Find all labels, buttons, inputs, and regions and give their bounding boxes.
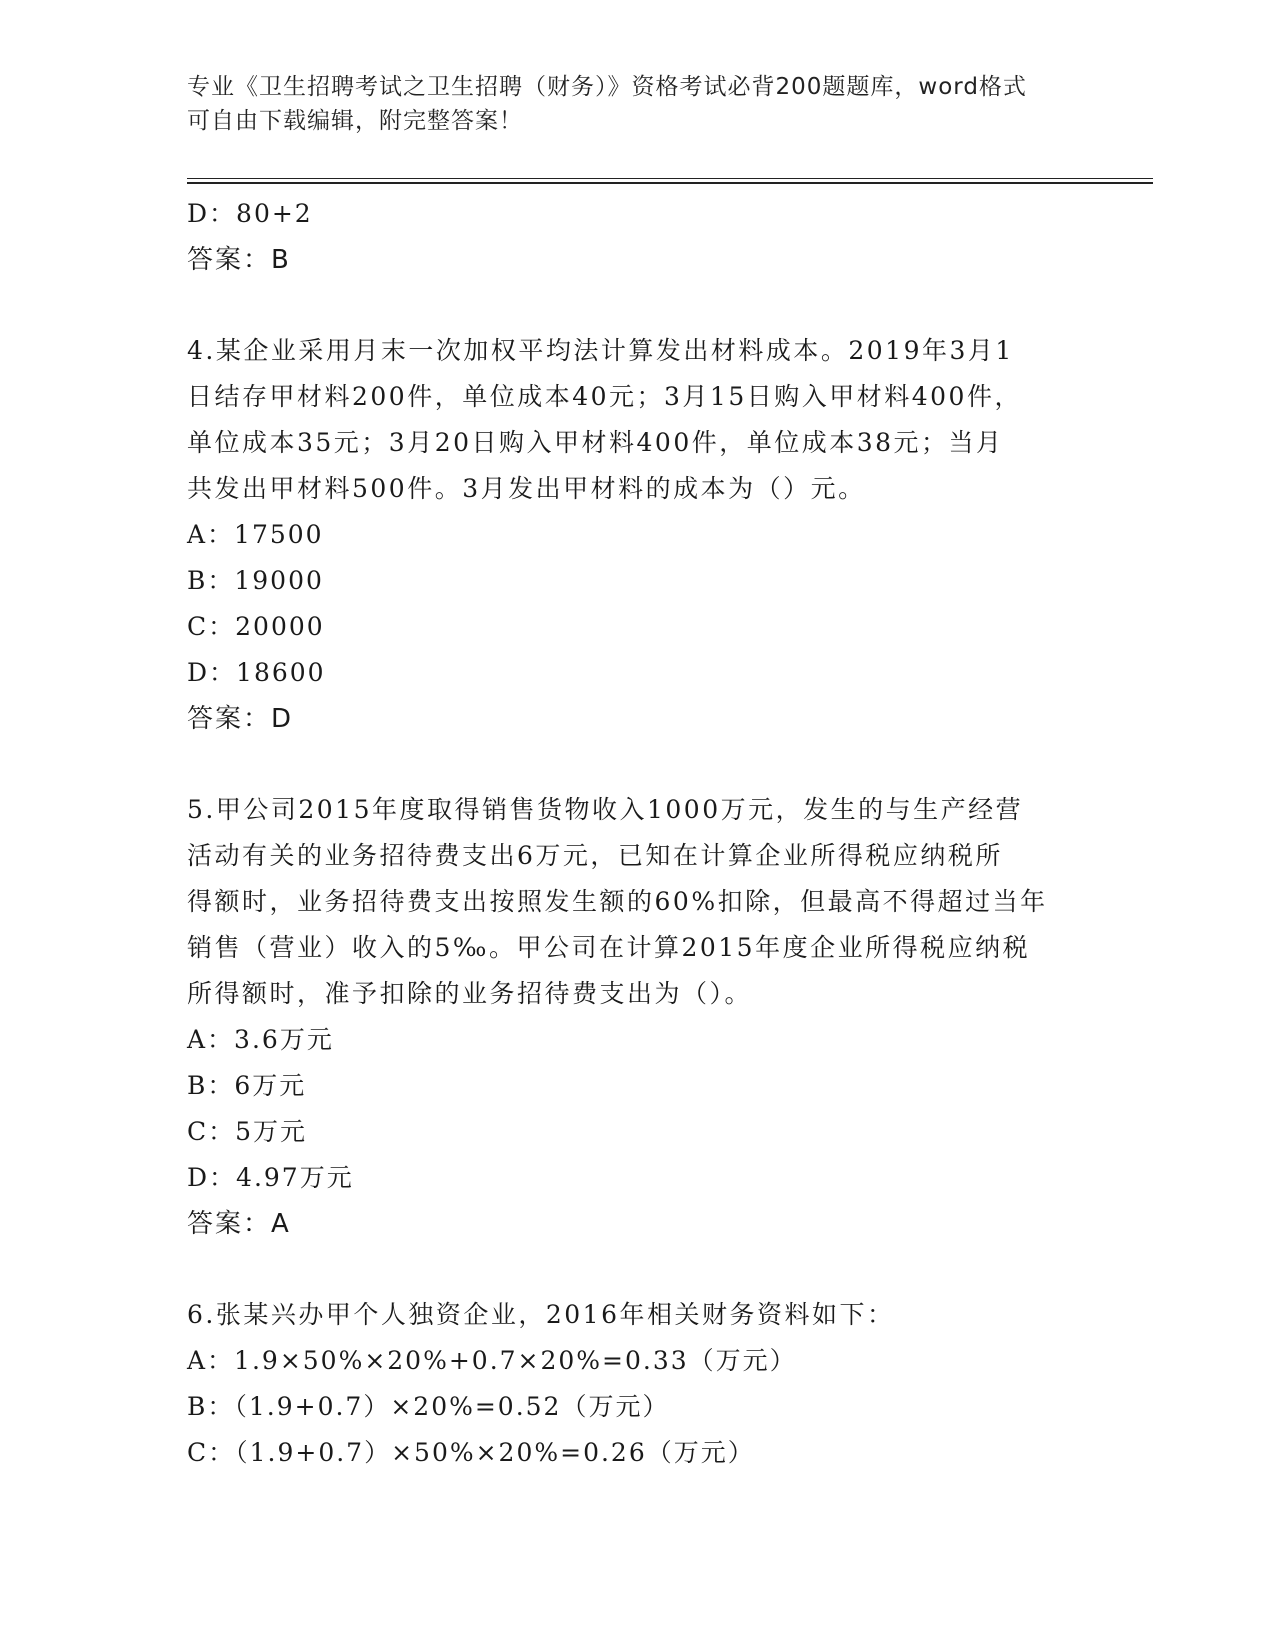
question-4 <box>187 328 1087 742</box>
option-c: C：20000 <box>187 612 325 641</box>
option-b: B：19000 <box>187 566 324 595</box>
answer-line: 答案：A <box>187 1209 291 1239</box>
question-text <box>187 1292 1087 1338</box>
header-rule-bottom <box>187 182 1153 184</box>
question-line: 6.张某兴办甲个人独资企业，2016年相关财务资料如下： <box>187 1300 895 1329</box>
question-line: 5.甲公司2015年度取得销售货物收入1000万元，发生的与生产经营 <box>187 795 1024 824</box>
option-b: B：（1.9+0.7）×20%=0.52（万元） <box>187 1392 670 1421</box>
question-5 <box>187 787 1087 1247</box>
question-text <box>187 328 1087 512</box>
option-d: D：18600 <box>187 658 326 687</box>
option-a: A：3.6万元 <box>187 1025 334 1054</box>
question-text <box>187 787 1087 1017</box>
header-line-1: 专业《卫生招聘考试之卫生招聘（财务）》资格考试必背200题题库，word格式 <box>187 74 1027 100</box>
question-line: 单位成本35元；3月20日购入甲材料400件，单位成本38元；当月 <box>187 428 1004 457</box>
answer-line: 答案：B <box>187 245 291 275</box>
header-rule-top <box>187 178 1153 179</box>
question-line: 销售（营业）收入的5‰。甲公司在计算2015年度企业所得税应纳税 <box>187 933 1031 962</box>
question-line: 活动有关的业务招待费支出6万元，已知在计算企业所得税应纳税所 <box>187 841 1003 870</box>
question-line: 日结存甲材料200件，单位成本40元；3月15日购入甲材料400件， <box>187 382 1022 411</box>
option-b: B：6万元 <box>187 1071 307 1100</box>
question-6 <box>187 1292 1087 1476</box>
answer-line: 答案：D <box>187 704 294 734</box>
option-a: A：1.9×50%×20%+0.7×20%=0.33（万元） <box>187 1346 797 1375</box>
option-c: C：5万元 <box>187 1117 308 1146</box>
question-prev-tail <box>187 191 1087 283</box>
header-line-2: 可自由下载编辑，附完整答案！ <box>187 108 523 134</box>
option-a: A：17500 <box>187 520 324 549</box>
option-d: D：80+2 <box>187 199 313 228</box>
question-line: 4.某企业采用月末一次加权平均法计算发出材料成本。2019年3月1 <box>187 336 1014 365</box>
page-header <box>187 70 1077 138</box>
question-line: 所得额时，准予扣除的业务招待费支出为（）。 <box>187 979 753 1008</box>
question-line: 得额时，业务招待费支出按照发生额的60%扣除，但最高不得超过当年 <box>187 887 1048 916</box>
option-c: C：（1.9+0.7）×50%×20%=0.26（万元） <box>187 1438 755 1467</box>
document-body <box>187 191 1087 1476</box>
option-d: D：4.97万元 <box>187 1163 354 1192</box>
question-line: 共发出甲材料500件。3月发出甲材料的成本为（）元。 <box>187 474 866 503</box>
